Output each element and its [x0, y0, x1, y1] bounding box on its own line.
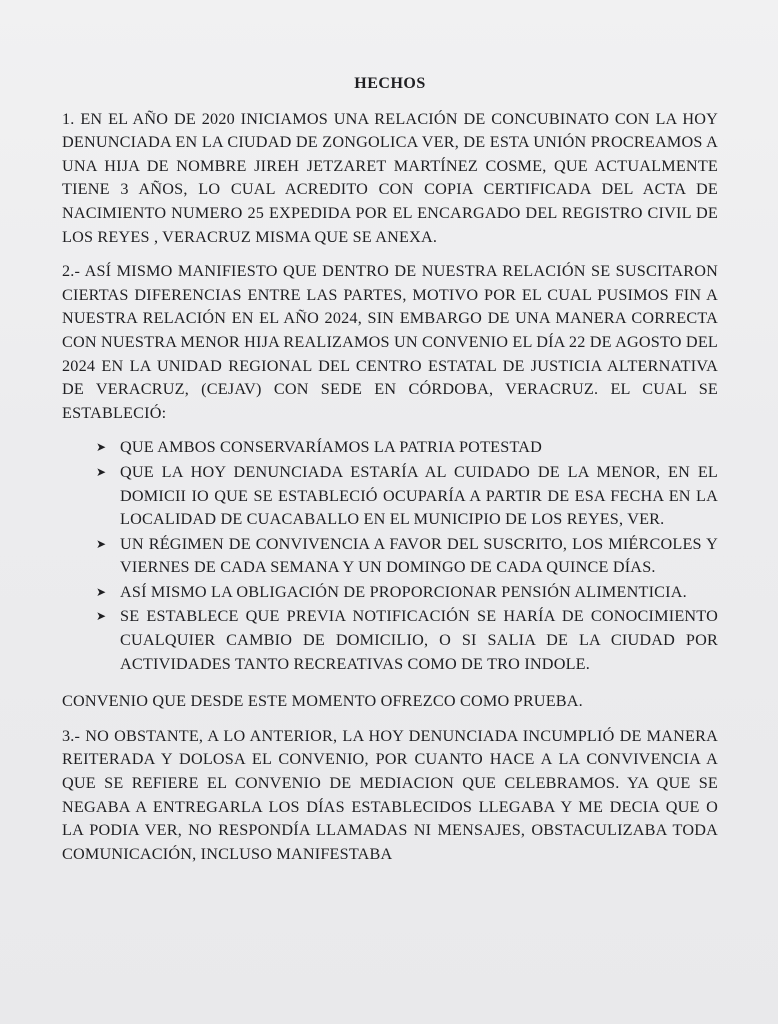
paragraph-1: 1. EN EL AÑO DE 2020 INICIAMOS UNA RELACIÓN DE CONCUBINATO CON LA HOY DENUNCIADA EN LA CIUDAD DE ZONGOLICA VER, DE ESTA UNIÓN PROCREAMOS A UNA HIJA DE NOMBRE JIREH JETZARET MARTÍNEZ COSME, QUE ACTUALMENTE TIENE 3 AÑOS, LO CUAL ACREDITO CON COPIA CERTIFICADA DEL ACTA DE NACIMIENTO NUMERO 25 EXPEDIDA POR EL ENCARGADO DEL REGISTRO CIVIL DE LOS REYES , VERACRUZ MISMA QUE SE ANEXA.: [62, 109, 718, 246]
document-body: [62, 72, 718, 877]
arrowhead-bullet-icon: ➤: [96, 464, 107, 479]
section-heading: HECHOS: [354, 75, 426, 92]
list-item: ➤ ASÍ MISMO LA OBLIGACIÓN DE PROPORCIONAR PENSIÓN ALIMENTICIA.: [120, 581, 718, 605]
list-item: ➤ UN RÉGIMEN DE CONVIVENCIA A FAVOR DEL SUSCRITO, LOS MIÉRCOLES Y VIERNES DE CADA SEMANA Y UN DOMINGO DE CADA QUINCE DÍAS.: [96, 534, 718, 577]
paragraph-2: 2.- ASÍ MISMO MANIFIESTO QUE DENTRO DE NUESTRA RELACIÓN SE SUSCITARON CIERTAS DIFERENCIAS ENTRE LAS PARTES, MOTIVO POR EL CUAL PUSIMOS FIN A NUESTRA RELACIÓN EN EL AÑO 2024, SIN EMBARGO DE UNA MANERA CORRECTA CON NUESTRA MENOR HIJA REALIZAMOS UN CONVENIO EL DÍA 22 DE AGOSTO DEL 2024 EN LA UNIDAD REGIONAL DEL CENTRO ESTATAL DE JUSTICIA ALTERNATIVA DE VERACRUZ, (CEJAV) CON SEDE EN CÓRDOBA, VERACRUZ. EL CUAL SE ESTABLECIÓ:: [62, 262, 718, 422]
list-item: ➤ QUE LA HOY DENUNCIADA ESTARÍA AL CUIDADO DE LA MENOR, EN EL DOMICII IO QUE SE ESTABLECIÓ OCUPARÍA A PARTIR DE ESA FECHA EN LA LOCALIDAD DE CUACABALLO EN EL MUNICIPIO DE LOS REYES, VER.: [96, 462, 718, 529]
arrowhead-bullet-icon: ➤: [96, 584, 107, 599]
convenio-paragraph: CONVENIO QUE DESDE ESTE MOMENTO OFREZCO COMO PRUEBA.: [62, 692, 583, 711]
arrowhead-bullet-icon: ➤: [96, 440, 107, 455]
list-item: ➤ QUE AMBOS CONSERVARÍAMOS LA PATRIA POTESTAD: [120, 436, 718, 460]
list-item: ➤ SE ESTABLECE QUE PREVIA NOTIFICACIÓN SE HARÍA DE CONOCIMIENTO CUALQUIER CAMBIO DE DOMICILIO, O SI SALIA DE LA CIUDAD POR ACTIVIDADES TANTO RECREATIVAS COMO DE TRO INDOLE.: [96, 607, 718, 673]
arrowhead-bullet-icon: ➤: [96, 536, 107, 551]
arrowhead-bullet-icon: ➤: [96, 609, 107, 624]
paragraph-3: 3.- NO OBSTANTE, A LO ANTERIOR, LA HOY DENUNCIADA INCUMPLIÓ DE MANERA REITERADA Y DOLOSA EL CONVENIO, POR CUANTO HACE A LA CONVIVENCIA A QUE SE REFIERE EL CONVENIO DE MEDIACION QUE CELEBRAMOS. YA QUE SE NEGABA A ENTREGARLA LOS DÍAS ESTABLECIDOS LLEGABA Y ME DECIA QUE O LA PODIA VER, NO RESPONDÍA LLAMADAS NI MENSAJES, OBSTACULIZABA TODA COMUNICACIÓN, INCLUSO MANIFESTABA: [62, 726, 718, 863]
agreement-list: [62, 436, 718, 676]
